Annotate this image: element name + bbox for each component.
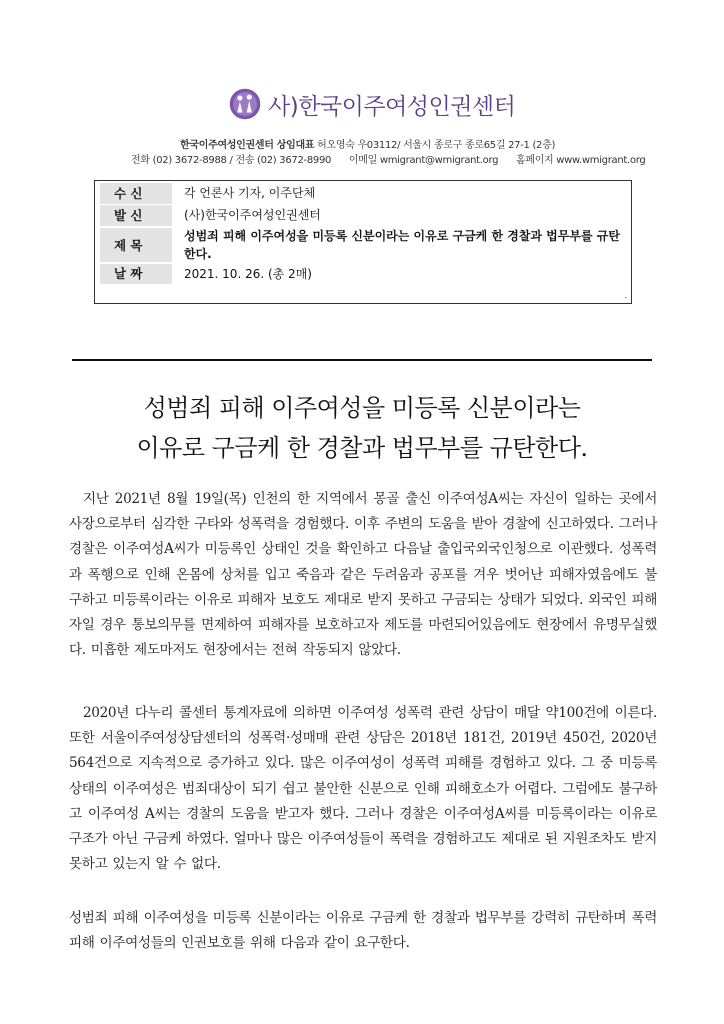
phone-number: 전화 (02) 3672-8988 bbox=[131, 155, 227, 166]
logo-text: 사)한국이주여성인권센터 bbox=[268, 93, 516, 120]
sender-label-text: 발 신 bbox=[114, 208, 143, 223]
sender-row bbox=[100, 205, 626, 226]
recipient-value: 각 언론사 기자, 이주단체 bbox=[184, 186, 316, 200]
date-label-text: 날 짜 bbox=[114, 266, 143, 281]
organization-logo bbox=[228, 84, 515, 124]
body-paragraph-1: 지난 2021년 8월 19일(목) 인천의 한 지역에서 몽골 출신 이주여성A씨는 자신이 일하는 곳에서 사장으로부터 심각한 구타와 성폭력을 경험했다. 이후 주변의 도움을 받아 경찰에 신고하였다. 그러나 경찰은 이주여성A씨가 미등록인 상태인 것을 확인하고 다음날 출입국외국인청으로 이관했다. 성폭력과 폭행으로 인해 온몸에 상처를 입고 죽음과 같은 두려움과 공포를 겨우 벗어난 피해자였음에도 불구하고 미등록이라는 이유로 피해자 보호도 제대로 받지 못하고 구금되는 상태가 되었다. 외국인 피해자일 경우 통보의무를 면제하여 피해자를 보호하고자 제도를 마련되어있음에도 현장에서 유명무실했다. 미흡한 제도마저도 현장에서는 전혀 작동되지 않았다. bbox=[69, 491, 657, 659]
box-dot-mark: . bbox=[624, 291, 627, 300]
sender-value: (사)한국이주여성인권센터 bbox=[184, 208, 321, 222]
subject-row bbox=[100, 227, 626, 263]
title-line-2: 이유로 구금케 한 경찰과 법무부를 규탄한다. bbox=[136, 434, 588, 462]
date-row bbox=[100, 264, 626, 284]
body-paragraph-3: 성범죄 피해 이주여성을 미등록 신분이라는 이유로 구금케 한 경찰과 법무부를 강력히 규탄하며 폭력 피해 이주여성들의 인권보호를 위해 다음과 같이 요구한다. bbox=[69, 910, 657, 952]
subject-value: 성범죄 피해 이주여성을 미등록 신분이라는 이유로 구금케 한 경찰과 법무부를 규탄한다. bbox=[184, 229, 620, 261]
subject-label bbox=[100, 228, 172, 262]
document-title bbox=[72, 388, 652, 468]
women-circle-logo-icon bbox=[228, 87, 262, 121]
date-label bbox=[100, 264, 172, 284]
recipient-label-text: 수 신 bbox=[114, 186, 143, 201]
title-line-1: 성범죄 피해 이주여성을 미등록 신분이라는 bbox=[143, 394, 581, 422]
press-release-info-box bbox=[94, 180, 632, 304]
email-address: 이메일 wmigrant@wmigrant.org bbox=[348, 155, 499, 166]
recipient-row bbox=[100, 183, 626, 204]
subject-label-text: 제 목 bbox=[114, 238, 143, 253]
fax-number: / 전송 (02) 3672-8990 bbox=[229, 155, 332, 166]
date-value: 2021. 10. 26. (총 2매) bbox=[184, 267, 312, 281]
organization-address-line bbox=[180, 136, 555, 151]
organization-representative: 한국이주여성인권센터 상임대표 bbox=[180, 140, 315, 151]
homepage-url: 홈페이지 www.wmigrant.org bbox=[515, 155, 646, 166]
header-divider bbox=[72, 359, 652, 361]
organization-contact-line bbox=[131, 151, 645, 166]
recipient-label bbox=[100, 183, 172, 204]
sender-label bbox=[100, 205, 172, 226]
body-paragraph-2: 2020년 다누리 콜센터 통계자료에 의하면 이주여성 성폭력 관련 상담이 매달 약100건에 이른다. 또한 서울이주여성상담센터의 성폭력·성매매 관련 상담은 2018년 181건, 2019년 450건, 2020년 564건으로 지속적으로 증가하고 있다. 많은 이주여성이 성폭력 피해를 경험하고 있다. 그 중 미등록 상태의 이주여성은 범죄대상이 되기 쉽고 불안한 신분으로 인해 피해호소가 어렵다. 그럼에도 불구하고 이주여성 A씨는 경찰의 도움을 받고자 했다. 그러나 경찰은 이주여성A씨를 미등록이라는 이유로 구조가 아닌 구금케 하였다. 얼마나 많은 이주여성들이 폭력을 경험하고도 제대로 된 지원조차도 받지 못하고 있는지 알 수 없다. bbox=[69, 705, 657, 873]
representative-address: 허오영숙 우03112/ 서울시 종로구 종로65길 27-1 (2층) bbox=[317, 140, 556, 151]
